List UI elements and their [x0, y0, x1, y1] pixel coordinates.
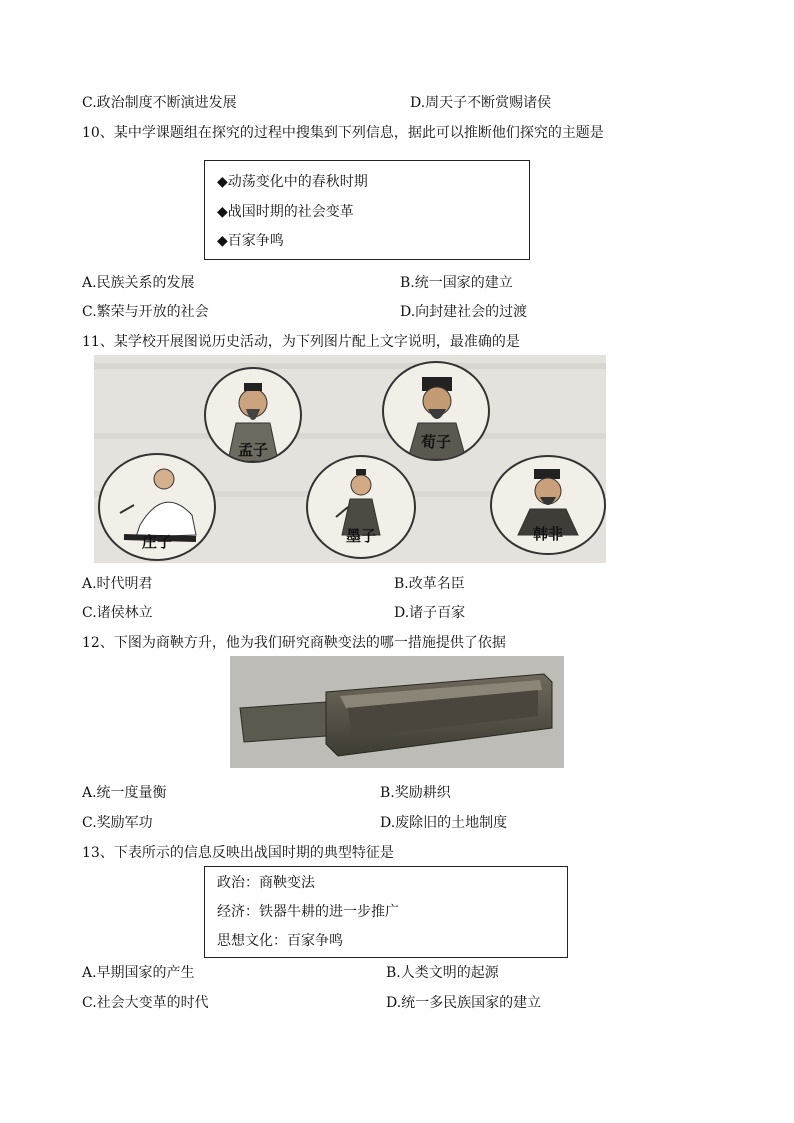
q13-option-b: B.人类文明的起源: [386, 965, 499, 981]
xunzi-portrait: [382, 361, 490, 461]
q13-question: 13、下表所示的信息反映出战国时期的典型特征是: [82, 845, 394, 861]
q13-option-c: C.社会大变革的时代: [82, 995, 209, 1011]
q10-option-a: A.民族关系的发展: [82, 275, 195, 291]
q11-option-d: D.诸子百家: [394, 605, 466, 621]
q9-option-c: C.政治制度不断演进发展: [82, 95, 237, 111]
q13-option-a: A.早期国家的产生: [82, 965, 195, 981]
q10-info-box: [204, 160, 530, 260]
figure-caption: 庄子: [141, 533, 172, 551]
q10-info-item: ◆动荡变化中的春秋时期: [217, 174, 368, 190]
figure-caption: 韩非: [532, 525, 563, 543]
shang-yang-square-sheng-photo: [230, 656, 564, 768]
figure-caption: 孟子: [237, 441, 268, 459]
q12-option-d: D.废除旧的土地制度: [380, 815, 508, 831]
q11-question: 11、某学校开展图说历史活动，为下列图片配上文字说明，最准确的是: [82, 334, 520, 350]
bronze-measure-icon: [230, 656, 564, 768]
hanfei-portrait: [490, 455, 606, 555]
q10-option-c: C.繁荣与开放的社会: [82, 304, 209, 320]
q13-option-d: D.统一多民族国家的建立: [386, 995, 542, 1011]
q13-info-table: [204, 866, 568, 958]
q12-option-b: B.奖励耕织: [380, 785, 451, 801]
q12-option-a: A.统一度量衡: [82, 785, 167, 801]
mozi-portrait: [306, 455, 416, 559]
q13-table-row: 思想文化：百家争鸣: [217, 933, 343, 949]
figure-caption: 荀子: [420, 433, 451, 451]
q10-info-item: ◆战国时期的社会变革: [217, 204, 354, 220]
zhuangzi-portrait: [98, 453, 216, 561]
q11-option-a: A.时代明君: [82, 576, 153, 592]
q13-table-row: 经济：铁器牛耕的进一步推广: [217, 904, 399, 920]
q10-question: 10、某中学课题组在探究的过程中搜集到下列信息，据此可以推断他们探究的主题是: [82, 125, 604, 141]
q12-option-c: C.奖励军功: [82, 815, 153, 831]
mencius-portrait: [204, 367, 302, 463]
q10-info-item: ◆百家争鸣: [217, 233, 284, 249]
figure-caption: 墨子: [345, 527, 376, 545]
q11-option-c: C.诸侯林立: [82, 605, 153, 621]
q13-table-row: 政治：商鞅变法: [217, 875, 315, 891]
q12-question: 12、下图为商鞅方升，他为我们研究商鞅变法的哪一措施提供了依据: [82, 635, 506, 651]
q11-option-b: B.改革名臣: [394, 576, 465, 592]
q11-philosophers-photo: [94, 355, 606, 563]
q10-option-d: D.向封建社会的过渡: [400, 304, 528, 320]
q9-option-d: D.周天子不断赏赐诸侯: [410, 95, 552, 111]
q10-option-b: B.统一国家的建立: [400, 275, 513, 291]
